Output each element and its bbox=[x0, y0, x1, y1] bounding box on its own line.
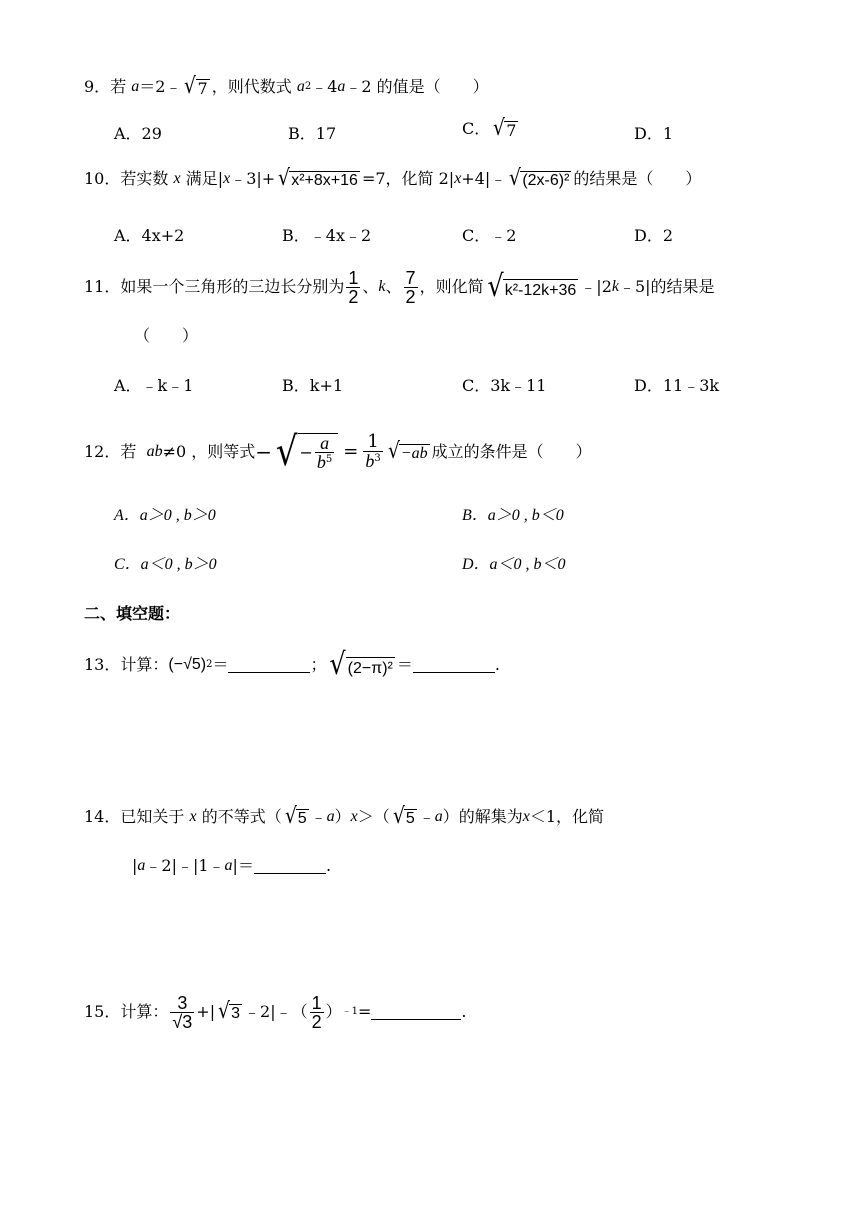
question-number: 14． bbox=[84, 807, 121, 826]
var-a: a bbox=[137, 857, 146, 874]
q9-text: ，则代数式 bbox=[211, 77, 292, 96]
var-x: x bbox=[223, 170, 231, 187]
var-x: x bbox=[189, 808, 197, 825]
sqrt-expression: √ 7 bbox=[493, 116, 517, 141]
q10-text: 若实数 bbox=[120, 169, 169, 188]
radicand: −ab bbox=[400, 445, 428, 462]
var-a: a bbox=[224, 857, 233, 874]
radicand: (2−π)² bbox=[346, 657, 395, 680]
q9-text: 若 bbox=[110, 77, 127, 96]
q14-text: ﹣ bbox=[310, 807, 327, 826]
q14-text: ）的解集为 bbox=[442, 807, 523, 826]
exponent: 5 bbox=[325, 454, 333, 465]
answer-blank[interactable] bbox=[254, 859, 326, 874]
option-a[interactable]: A．a＞0 , b＞0 bbox=[114, 507, 216, 524]
denominator: 2 bbox=[348, 286, 359, 307]
option-a[interactable]: A．﹣k﹣1 bbox=[114, 376, 194, 395]
q10-text: =7，化简 2| bbox=[361, 169, 455, 188]
var-x: x bbox=[522, 808, 530, 825]
var-x: x bbox=[454, 170, 462, 187]
q13-text: . bbox=[494, 655, 500, 674]
option-b[interactable]: B．a＞0 , b＜0 bbox=[462, 507, 564, 524]
expression: (−√5) bbox=[168, 656, 207, 673]
q10-text: 满足| bbox=[185, 169, 224, 188]
q14-text: |＝ bbox=[232, 856, 254, 875]
sqrt-expression: √ 5 bbox=[284, 804, 307, 829]
question-number: 12． bbox=[84, 442, 121, 461]
denominator: √3 bbox=[172, 1011, 193, 1032]
var-a: a bbox=[131, 78, 140, 95]
q12-text: 成立的条件是（ ） bbox=[431, 442, 592, 461]
fraction bbox=[170, 994, 194, 1031]
radicand: (2x-6)² bbox=[522, 172, 570, 189]
q14-text: ﹣2|﹣|1﹣ bbox=[145, 856, 225, 875]
q14-text: . bbox=[325, 856, 332, 875]
denominator: 2 bbox=[311, 1011, 322, 1032]
var-k: k bbox=[378, 278, 386, 295]
question-14-line-2 bbox=[132, 856, 331, 876]
q15-text: ﹣2|﹣（ bbox=[244, 1002, 308, 1021]
q10-text: 的结果是（ ） bbox=[573, 169, 702, 188]
option-b[interactable]: B．﹣4x﹣2 bbox=[282, 226, 372, 245]
sqrt-expression: √ k²-12k+36 bbox=[487, 269, 577, 304]
question-13: 13． 计算： (−√5) 2 ＝ ； √ (2−π)² ＝ . bbox=[84, 647, 500, 682]
exponent: 3 bbox=[374, 453, 381, 464]
minus-sign: − bbox=[299, 443, 313, 462]
minus-sign: − bbox=[255, 440, 273, 464]
option-b[interactable]: B．17 bbox=[288, 124, 337, 143]
q14-text: ＞（ bbox=[357, 807, 390, 826]
q14-text: ﹣ bbox=[418, 807, 435, 826]
q9-text: ﹣2 的值是（ ） bbox=[345, 77, 489, 96]
q11-text: 、 bbox=[385, 277, 402, 296]
var-a: a bbox=[326, 808, 335, 825]
numerator: 1 bbox=[311, 992, 322, 1013]
q12-text: ≠0 ，则等式 bbox=[162, 442, 256, 461]
question-number: 9． bbox=[84, 77, 111, 96]
q14-text: | bbox=[132, 856, 138, 875]
fraction bbox=[315, 434, 334, 472]
radicand: k²-12k+36 bbox=[503, 279, 579, 302]
sqrt-expression: √ (2x-6)² bbox=[509, 166, 570, 191]
option-d[interactable]: D．a＜0 , b＜0 bbox=[462, 556, 566, 573]
sqrt-expression: √ − $\frac{a}{b^5}$ bbox=[274, 432, 338, 472]
radicand: 7 bbox=[197, 79, 208, 98]
question-14 bbox=[84, 806, 604, 828]
q15-text: ） bbox=[325, 1002, 342, 1021]
q14-text: ） bbox=[334, 807, 351, 826]
option-c[interactable] bbox=[462, 118, 520, 140]
fraction bbox=[346, 269, 360, 306]
question-9: 9． 若 a ＝2﹣ √ 7 ，则代数式 a 2 ﹣4 a ﹣2 的值是（ ） bbox=[84, 74, 489, 99]
q11-text: 如果一个三角形的三边长分别为 bbox=[120, 277, 345, 296]
section-heading: 二、填空题： bbox=[84, 604, 181, 623]
q13-text: ； bbox=[310, 655, 327, 674]
q11-text: 、 bbox=[362, 277, 379, 296]
question-10 bbox=[84, 168, 701, 190]
radicand: x²+8x+16 bbox=[291, 172, 358, 189]
option-c[interactable]: C．﹣2 bbox=[462, 226, 517, 245]
option-c[interactable]: C．3k﹣11 bbox=[462, 376, 547, 395]
question-number: 10． bbox=[84, 169, 121, 188]
question-number: 11． bbox=[84, 277, 121, 296]
numerator: 3 bbox=[177, 992, 188, 1013]
sqrt-expression: √ (2−π)² bbox=[329, 647, 393, 682]
q11-text: ﹣5|的结果是 bbox=[618, 277, 715, 296]
sqrt-expression: √ x²+8x+16 bbox=[278, 166, 358, 191]
option-b[interactable]: B．k+1 bbox=[282, 376, 344, 395]
answer-paren: （ ） bbox=[134, 326, 199, 345]
denominator bbox=[363, 451, 382, 471]
fraction bbox=[310, 994, 324, 1031]
radicand: 5 bbox=[405, 810, 415, 827]
q15-text: . bbox=[461, 1002, 467, 1021]
option-d[interactable]: D．2 bbox=[634, 226, 674, 245]
radicand: 5 bbox=[297, 810, 307, 827]
fraction bbox=[363, 433, 382, 471]
denominator: 2 bbox=[405, 286, 416, 307]
q10-text: +4|﹣ bbox=[461, 169, 507, 188]
denominator bbox=[315, 452, 334, 472]
q11-text: ﹣|2 bbox=[580, 277, 612, 296]
q11-text: ，则化简 bbox=[419, 277, 484, 296]
radicand: 7 bbox=[506, 121, 517, 140]
sqrt-expression: √ 5 bbox=[392, 804, 415, 829]
numerator: 1 bbox=[367, 431, 379, 452]
q12-text: 若 bbox=[120, 442, 137, 461]
sqrt-expression: √ 7 bbox=[184, 74, 208, 99]
option-c[interactable]: C．a＜0 , b＞0 bbox=[114, 556, 217, 573]
answer-blank[interactable] bbox=[371, 1005, 461, 1020]
answer-blank[interactable] bbox=[413, 658, 495, 673]
option-a[interactable]: A．29 bbox=[114, 124, 162, 143]
numerator: 1 bbox=[348, 267, 359, 288]
q15-text: +| bbox=[196, 1002, 216, 1021]
question-number: 15． bbox=[84, 1002, 121, 1021]
radicand bbox=[298, 433, 339, 472]
equals-sign: = bbox=[343, 441, 359, 462]
option-d[interactable]: D．11﹣3k bbox=[634, 376, 720, 395]
var-ab: ab bbox=[146, 443, 163, 460]
option-d[interactable]: D．1 bbox=[634, 124, 674, 143]
question-number: 13． bbox=[84, 655, 121, 674]
q13-text: 计算： bbox=[120, 655, 169, 674]
var-a: a bbox=[434, 808, 443, 825]
var-x: x bbox=[173, 170, 181, 187]
numerator: a bbox=[320, 433, 330, 453]
fraction bbox=[404, 269, 418, 306]
option-label: C． bbox=[462, 119, 491, 138]
var-k: k bbox=[611, 278, 619, 295]
q14-text: 已知关于 bbox=[120, 807, 185, 826]
q14-text: 的不等式（ bbox=[201, 807, 282, 826]
option-a[interactable]: A．4x+2 bbox=[114, 226, 185, 245]
answer-blank[interactable] bbox=[228, 658, 310, 673]
var-b: b bbox=[316, 452, 326, 472]
q13-text: ＝ bbox=[212, 655, 229, 674]
var-b: b bbox=[365, 451, 375, 471]
sqrt-expression: √ 3 bbox=[218, 999, 241, 1024]
q15-text: 计算： bbox=[120, 1002, 169, 1021]
radicand: 3 bbox=[231, 1005, 241, 1022]
var-a: a bbox=[337, 78, 346, 95]
q15-text: = bbox=[358, 1002, 372, 1021]
question-12 bbox=[84, 426, 592, 478]
q10-text: ﹣3|+ bbox=[230, 169, 276, 188]
sqrt-expression: √ −ab bbox=[387, 439, 428, 464]
q9-text: ＝2﹣ bbox=[139, 77, 182, 96]
var-x: x bbox=[350, 808, 358, 825]
var-a: a bbox=[296, 78, 305, 95]
q9-text: ﹣4 bbox=[311, 77, 338, 96]
q14-text: ＜1，化简 bbox=[529, 807, 605, 826]
question-11 bbox=[84, 264, 715, 310]
q13-text: ＝ bbox=[396, 655, 413, 674]
numerator: 7 bbox=[405, 267, 416, 288]
question-15: 15． 计算： $\frac{3}{√3}$ +| √ 3 ﹣2|﹣（ $\frac{1}{2}$ ） ﹣1 = . bbox=[84, 992, 467, 1032]
